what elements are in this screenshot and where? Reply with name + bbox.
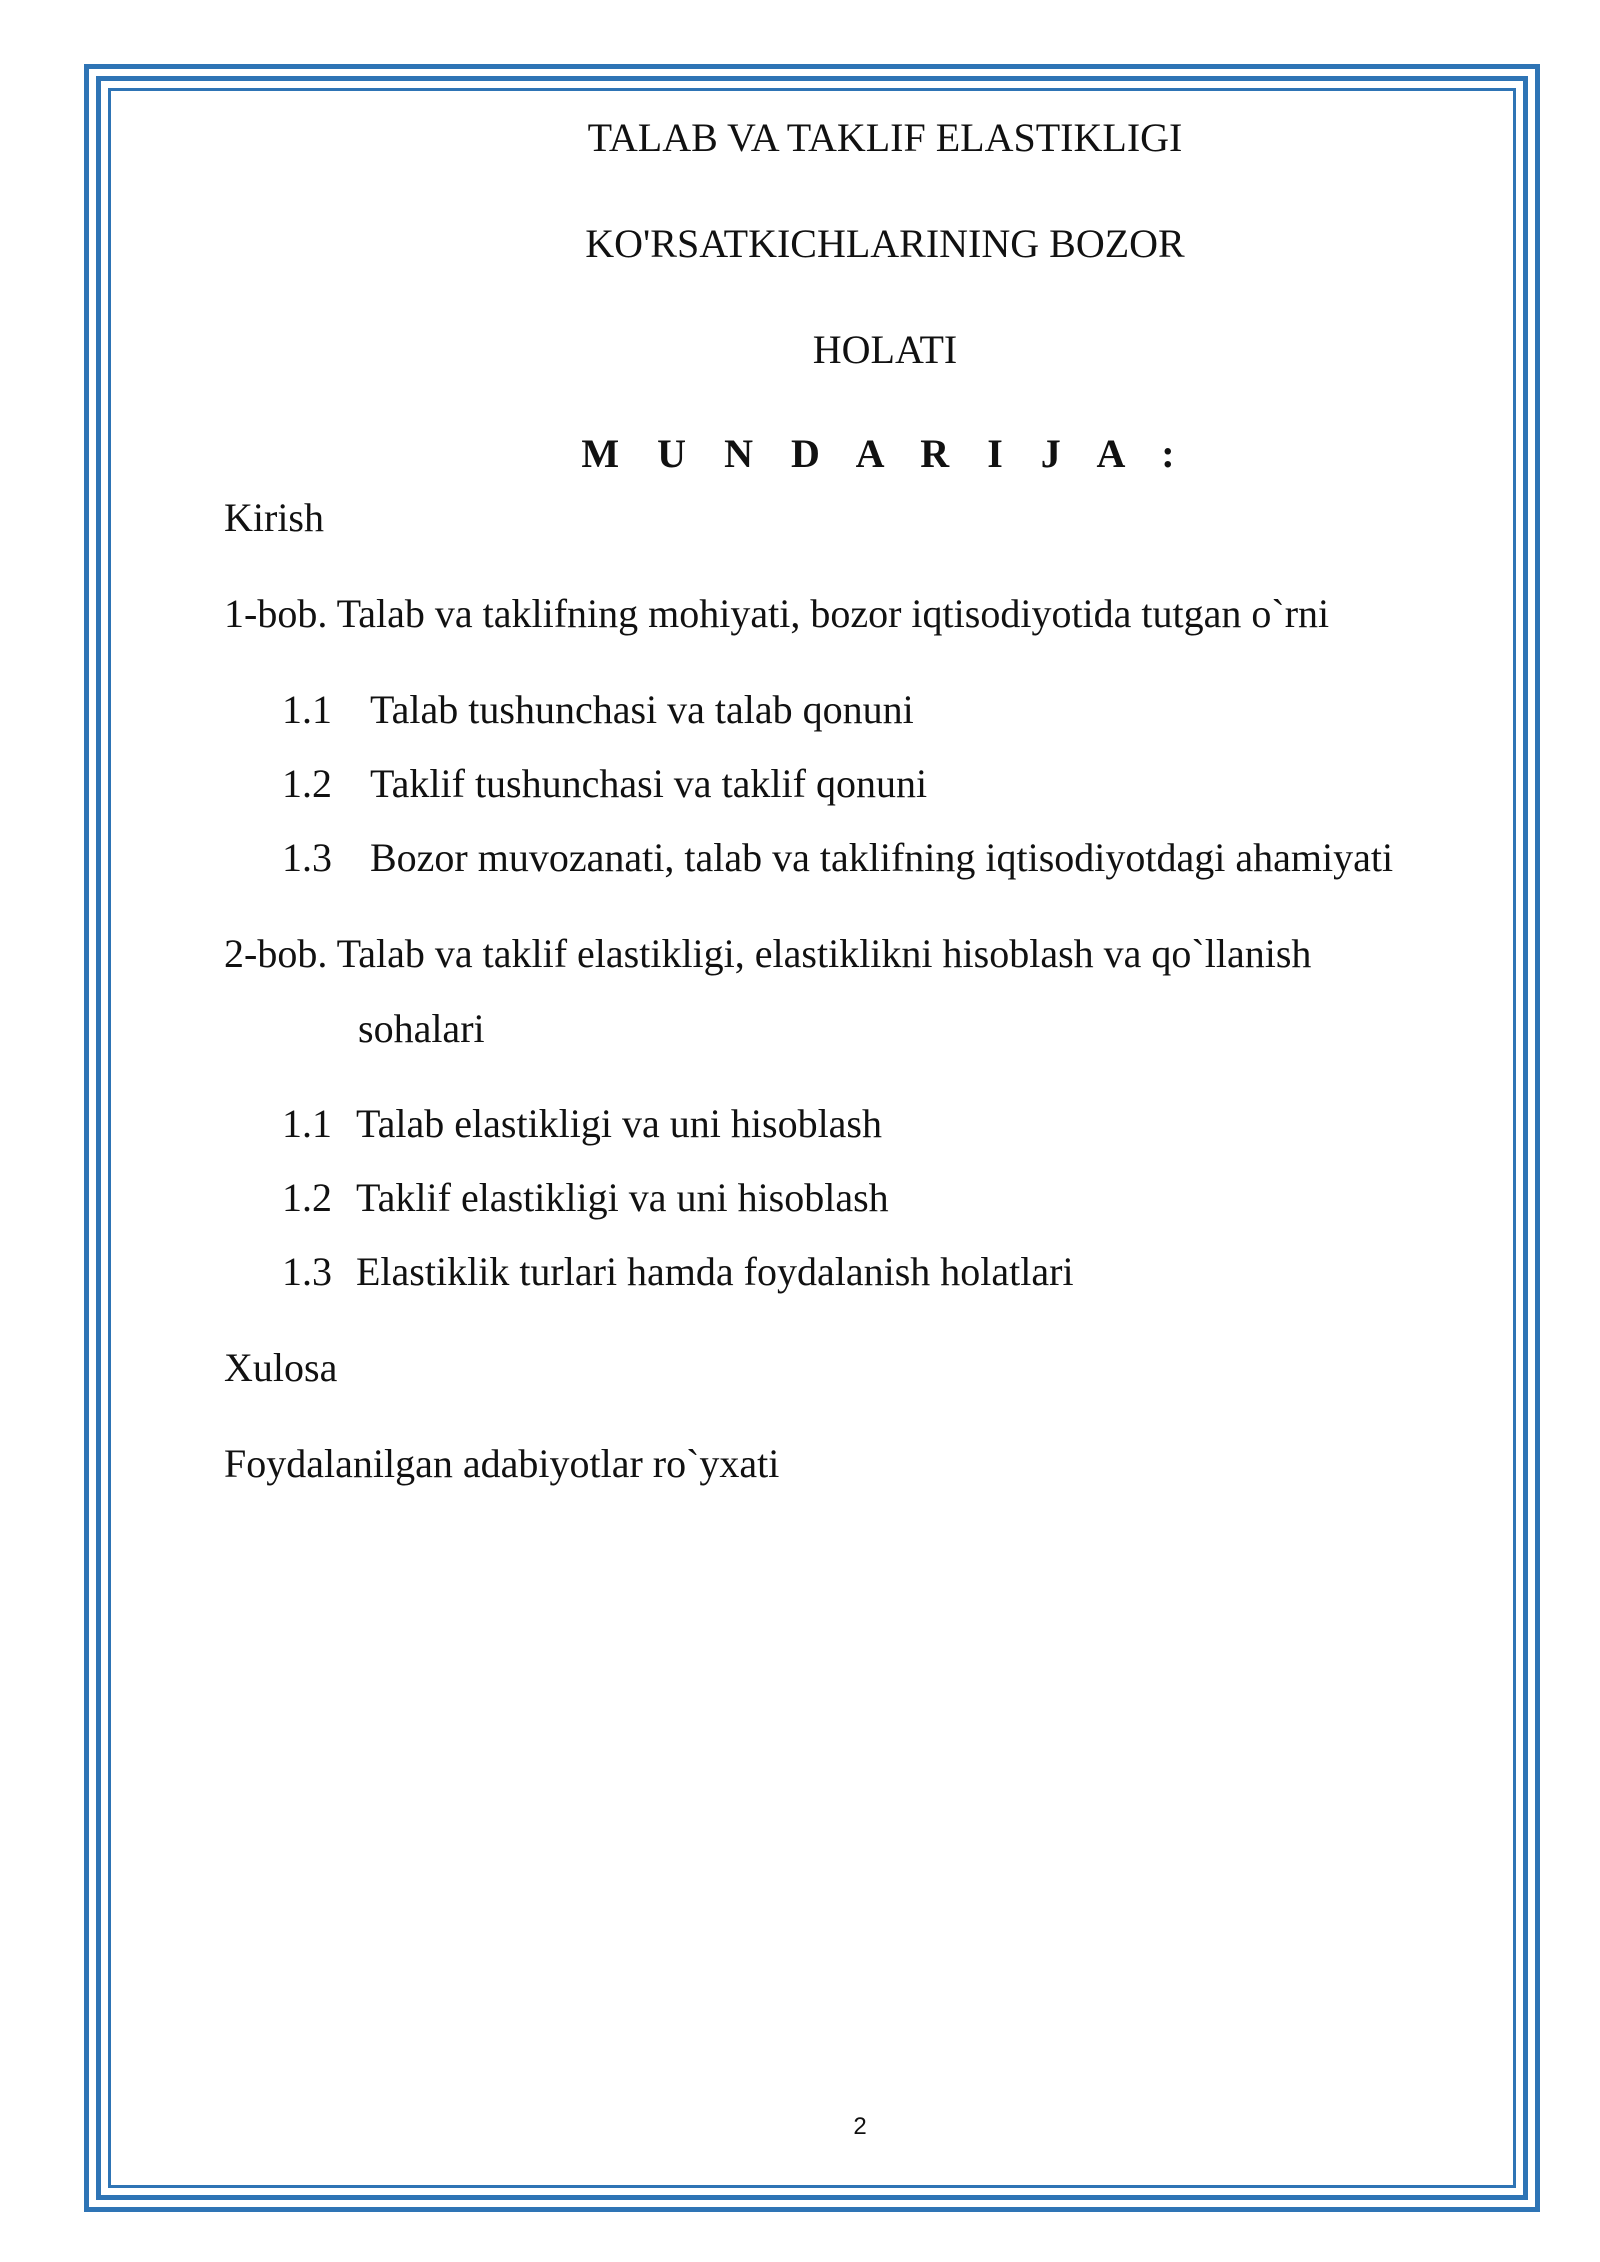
toc-chapter-2-section-2 [282, 1174, 889, 1222]
toc-conclusion: Xulosa [224, 1345, 338, 1390]
section-number: 1.2 [282, 1175, 332, 1220]
toc-chapter-1-section-3 [282, 834, 1393, 882]
section-title: Bozor muvozanati, talab va taklifning iqtisodiyotdagi ahamiyati [370, 835, 1394, 880]
toc-chapter-1-title: 1-bob. Talab va taklifning mohiyati, bozor iqtisodiyotida tutgan o`rni [224, 591, 1330, 636]
page-number: 2 [853, 2113, 867, 2140]
toc-chapter-2-title: 2-bob. Talab va taklif elastikligi, elastiklikni hisoblash va qo`llanish [224, 931, 1312, 976]
document-title-line-1: TALAB VA TAKLIF ELASTIKLIGI [587, 115, 1183, 160]
section-title: Elastiklik turlari hamda foydalanish holatlari [356, 1249, 1074, 1294]
section-title: Taklif elastikligi va uni hisoblash [356, 1175, 889, 1220]
section-title: Talab tushunchasi va talab qonuni [370, 687, 914, 732]
document-title-line-2: KO'RSATKICHLARINING BOZOR [585, 221, 1185, 266]
section-title: Talab elastikligi va uni hisoblash [356, 1101, 882, 1146]
toc-chapter-2-section-1 [282, 1100, 882, 1148]
toc-chapter-2-section-3 [282, 1248, 1074, 1296]
section-title: Taklif tushunchasi va taklif qonuni [370, 761, 928, 806]
toc-chapter-1-section-1 [282, 686, 914, 734]
toc-chapter-2-title-continued: sohalari [358, 1006, 485, 1051]
section-number: 1.1 [282, 687, 332, 732]
section-number: 1.3 [282, 835, 332, 880]
section-number: 1.1 [282, 1101, 332, 1146]
document-title-line-3: HOLATI [812, 327, 958, 372]
toc-chapter-1-section-2 [282, 760, 927, 808]
contents-heading: M U N D A R I J A : [581, 431, 1189, 476]
toc-intro: Kirish [224, 495, 324, 540]
toc-references: Foydalanilgan adabiyotlar ro`yxati [224, 1441, 780, 1486]
section-number: 1.2 [282, 761, 332, 806]
section-number: 1.3 [282, 1249, 332, 1294]
